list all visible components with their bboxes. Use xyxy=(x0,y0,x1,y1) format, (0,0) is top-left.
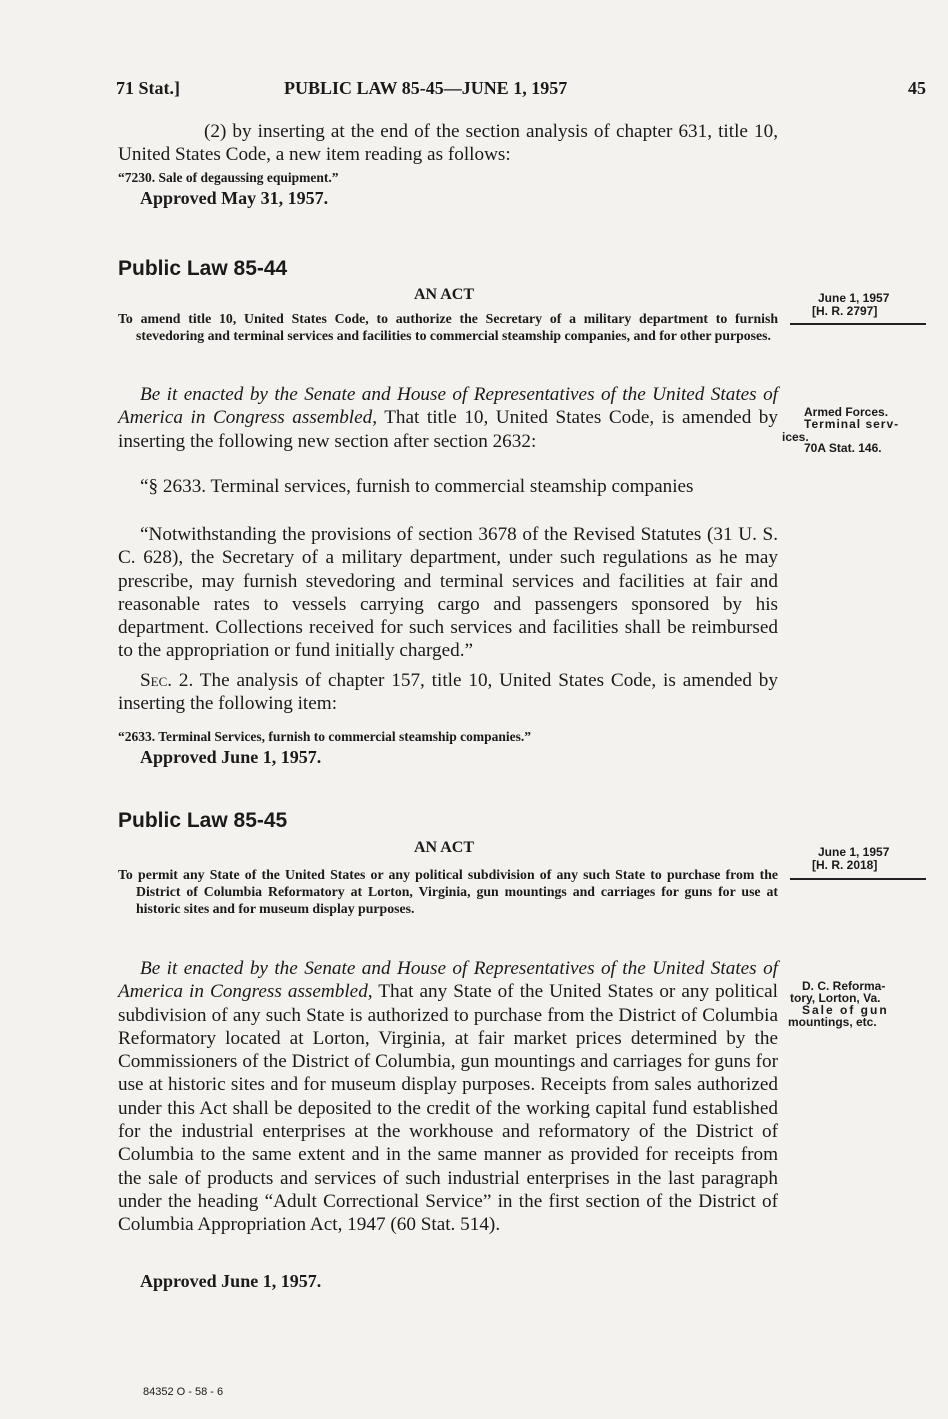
law-85-44-approved: Approved June 1, 1957. xyxy=(140,747,322,767)
law-85-44-margin-note-4: 70A Stat. 146. xyxy=(804,441,882,455)
law-85-45-enacting-italic: Be it enacted by the Senate and House of Representatives of the United States of America in Congress assembled, xyxy=(118,958,778,1003)
law-85-44-sec-2 xyxy=(118,669,778,716)
law-85-45-margin-date: June 1, 1957 xyxy=(818,845,890,859)
law-85-45-margin-note-2: tory, Lorton, Va. xyxy=(790,991,881,1005)
law-85-44-item: “2633. Terminal Services, furnish to commercial steamship companies.” xyxy=(118,729,531,744)
law-85-44-enacting-rest: That title 10, United States Code, is amended by inserting the following new section after section 2632: xyxy=(118,407,778,452)
law-85-44-title: Public Law 85-44 xyxy=(118,257,288,280)
law-85-45-enacting-rest: That any State of the United States or any political subdivision of any such State is authorized to purchase from the District of Columbia Reformatory located at Lorton, Virginia, at fair market prices determined by the Commissioners of the District of Columbia, gun mountings and carriages for guns for use at historic sites and for museum display purposes. Receipts from sales authorized under this Act shall be deposited to the credit of the working capital fund established for the industrial enterprises at the workhouse and reformatory of the District of Columbia to the same extent and in the same manner as provided for receipts from the sale of products and services of such industrial enterprises in the last paragraph under the heading “Adult Correctional Service” in the first section of the District of Columbia Appropriation Act, 1947 (60 Stat. 514). xyxy=(118,981,778,1236)
law-85-44-margin-date: June 1, 1957 xyxy=(818,291,890,305)
law-85-45-approved: Approved June 1, 1957. xyxy=(140,1271,322,1291)
law-85-44-act-label: AN ACT xyxy=(414,286,475,303)
law-85-44-margin-note-2: Terminal serv- xyxy=(804,417,900,431)
law-85-44-margin-rule xyxy=(790,323,926,325)
law-85-44-margin-note-3: ices. xyxy=(782,430,809,444)
law-85-44-sec-2-text: The analysis of chapter 157, title 10, United States Code, is amended by inserting the following item: xyxy=(118,670,778,715)
law-85-45-enacting-clause xyxy=(118,957,778,1237)
footer-print-code: 84352 O - 58 - 6 xyxy=(143,1386,224,1398)
continuation-paragraph: (2) by inserting at the end of the section analysis of chapter 631, title 10, United States Code, a new item reading as follows: xyxy=(118,121,778,166)
law-85-44-enacting-clause xyxy=(118,383,778,453)
law-85-44-sec-2-label: Sec. 2. xyxy=(140,670,194,691)
law-85-44-margin-bill: [H. R. 2797] xyxy=(812,304,878,318)
law-85-45-margin-rule xyxy=(790,878,926,880)
law-85-44-purpose: To amend title 10, United States Code, to authorize the Secretary of a military department to furnish stevedoring and terminal services and facilities to commercial steamship companies, and for other purposes. xyxy=(118,311,778,343)
law-85-44-margin-note-1: Armed Forces. xyxy=(804,405,889,419)
law-85-45-title: Public Law 85-45 xyxy=(118,809,288,832)
law-85-45-margin-note-4: mountings, etc. xyxy=(788,1015,877,1029)
running-header-title: PUBLIC LAW 85-45—JUNE 1, 1957 xyxy=(284,78,568,98)
continuation-item: “7230. Sale of degaussing equipment.” xyxy=(118,170,339,185)
law-85-45-act-label: AN ACT xyxy=(414,839,475,856)
continuation-approved: Approved May 31, 1957. xyxy=(140,188,329,208)
law-85-45-margin-note-3: Sale of gun xyxy=(802,1003,889,1017)
law-85-44-section-heading: “§ 2633. Terminal services, furnish to commercial steamship companies xyxy=(140,476,694,497)
law-85-45-purpose: To permit any State of the United States or any political subdivision of any such State to purchase from the District of Columbia Reformatory at Lorton, Virginia, gun mountings and carriages for guns for use at historic sites and for museum display purposes. xyxy=(118,867,778,916)
running-header-volume: 71 Stat.] xyxy=(116,78,180,98)
law-85-45-margin-note-1: D. C. Reforma- xyxy=(802,979,886,993)
law-85-44-section-body: “Notwithstanding the provisions of section 3678 of the Revised Statutes (31 U. S. C. 628), the Secretary of a military department, under such regulations as he may prescribe, may furnish stevedoring and terminal services and facilities at fair and reasonable rates to vessels carrying cargo and passengers sponsored by his department. Collections received for such services and facilities shall be reimbursed to the appropriation or fund initially charged.” xyxy=(118,524,778,662)
page-number: 45 xyxy=(908,78,926,98)
law-85-44-enacting-italic: Be it enacted by the Senate and House of Representatives of the United States of America in Congress assembled, xyxy=(118,384,778,429)
law-85-45-margin-bill: [H. R. 2018] xyxy=(812,858,878,872)
